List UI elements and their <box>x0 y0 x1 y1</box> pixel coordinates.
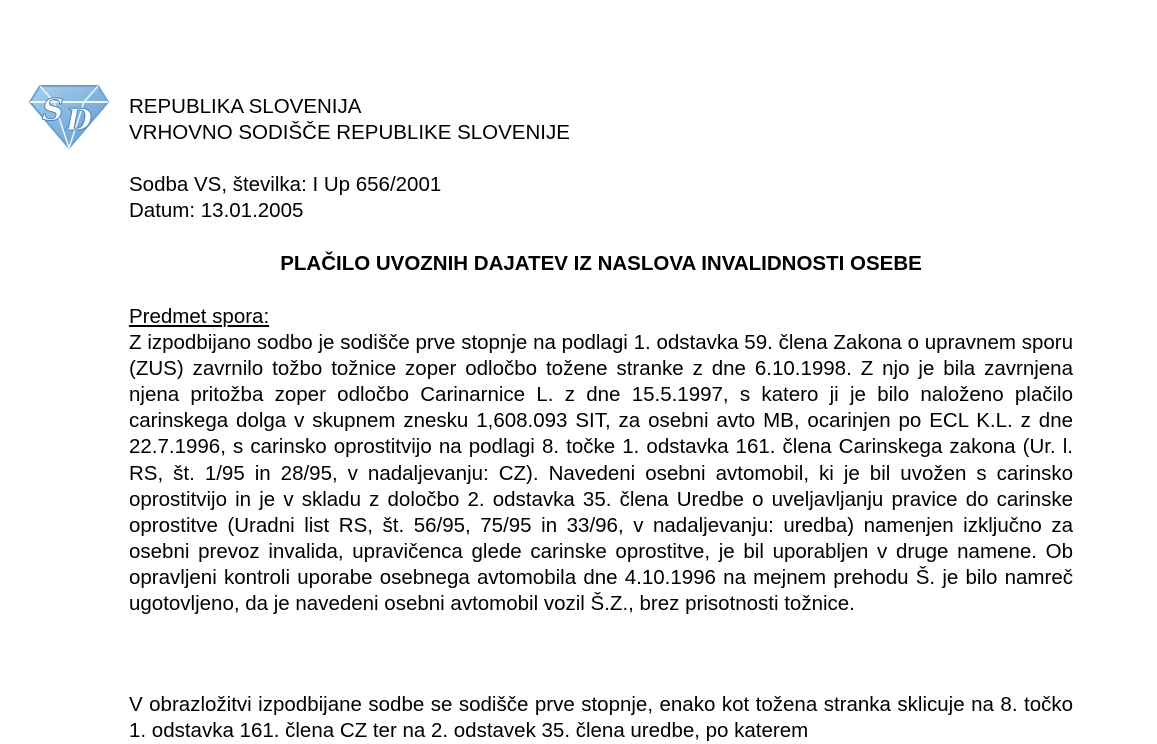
svg-text:S: S <box>42 93 64 128</box>
paragraph-1: Z izpodbijano sodbo je sodišče prve stopnje na podlagi 1. odstavka 59. člena Zakona o upravnem sporu (ZUS) zavrnilo tožbo tožnice zoper odločbo tožene stranke z dne 6.10.1998. Z njo je bila zavrnjena njena pritožba zoper odločbo Carinarnice L. z dne 15.5.1997, s katero ji je bilo naloženo plačilo carinskega dolga v skupnem znesku 1,608.093 SIT, za osebni avto MB, ocarinjen po ECL K.L. z dne 22.7.1996, s carinsko oprostitvijo na podlagi 8. točke 1. odstavka 161. člena Carinskega zakona (Ur. l. RS, št. 1/95 in 28/95, v nadaljevanju: CZ). Navedeni osebni avtomobil, ki je bil uvožen s carinsko oprostitvijo in je v skladu z določbo 2. odstavka 35. člena Uredbe o uveljavljanju pravice do carinske oprostitve (Uradni list RS, št. 56/95, 75/95 in 33/96, v nadaljevanju: uredba) namenjen izključno za osebni prevoz invalida, upravičenca glede carinske oprostitve, je bil uporabljen v druge namene. Ob opravljeni kontroli uporabe osebnega avtomobila dne 4.10.1996 na mejnem prehodu Š. je bilo namreč ugotovljeno, da je navedeni osebni avtomobil vozil Š.Z., brez prisotnosti tožnice. <box>129 331 1073 616</box>
subject-section <box>129 304 1073 617</box>
document-header <box>129 94 570 146</box>
case-info <box>129 172 441 224</box>
document-title: PLAČILO UVOZNIH DAJATEV IZ NASLOVA INVALIDNOSTI OSEBE <box>280 252 922 275</box>
case-number: Sodba VS, številka: I Up 656/2001 <box>129 173 442 196</box>
svg-text:D: D <box>66 103 93 138</box>
case-date: Datum: 13.01.2005 <box>129 199 304 222</box>
section-label: Predmet spora: <box>129 305 270 328</box>
court-logo <box>28 80 110 150</box>
diamond-emblem-icon <box>28 80 110 150</box>
republic-name: REPUBLIKA SLOVENIJA <box>129 95 362 118</box>
paragraph-2: V obrazložitvi izpodbijane sodbe se sodišče prve stopnje, enako kot tožena stranka sklicuje na 8. točko 1. odstavka 161. člena CZ ter na 2. odstavek 35. člena uredbe, po katerem <box>129 693 1073 743</box>
court-name: VRHOVNO SODIŠČE REPUBLIKE SLOVENIJE <box>129 121 570 144</box>
